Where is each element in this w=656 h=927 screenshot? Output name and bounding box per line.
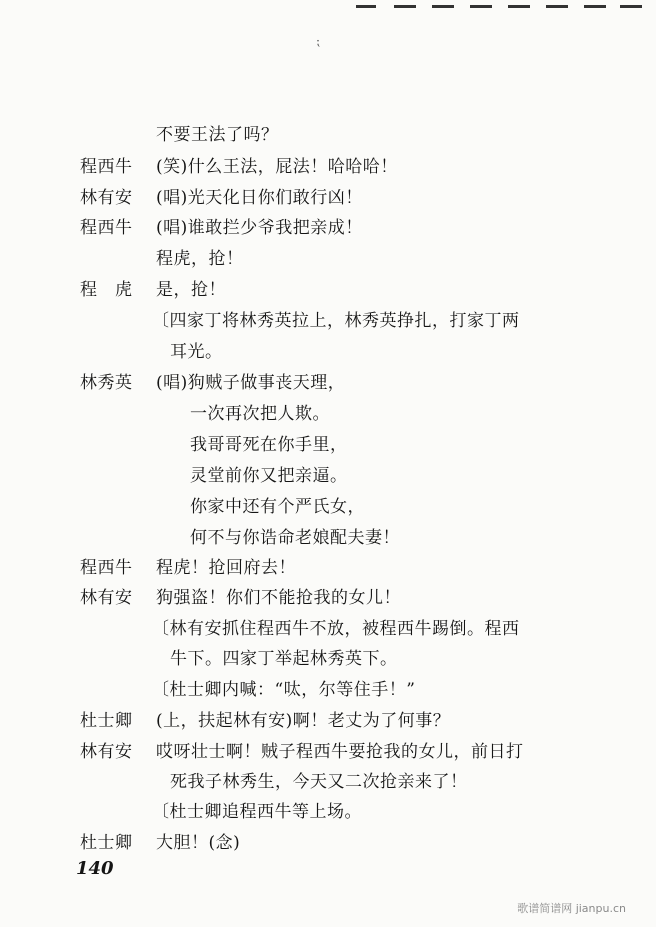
script-line: (唱)光天化日你们敢行凶！ xyxy=(156,188,363,208)
header-rule xyxy=(620,5,642,8)
speaker-name: 程西牛 xyxy=(80,218,133,238)
stage-direction: 耳光。 xyxy=(170,342,223,362)
stage-direction: 〔四家丁将林秀英拉上，林秀英挣扎，打家丁两 xyxy=(152,311,520,331)
stage-direction: 〔林有安抓住程西牛不放，被程西牛踢倒。程西 xyxy=(152,619,520,639)
header-rule xyxy=(356,5,376,8)
stage-direction: 牛下。四家丁举起林秀英下。 xyxy=(170,649,398,669)
header-rule xyxy=(508,5,530,8)
speaker-name: 林有安 xyxy=(80,588,133,608)
script-line: 不要王法了吗？ xyxy=(156,125,279,145)
speaker-name: 林有安 xyxy=(80,188,133,208)
verse-line: 灵堂前你又把亲逼。 xyxy=(190,466,348,486)
script-line: (上，扶起林有安)啊！老丈为了何事？ xyxy=(156,711,451,731)
page-number: 140 xyxy=(76,858,114,879)
speaker-name: 杜士卿 xyxy=(80,711,133,731)
script-line: (唱)狗贼子做事丧天理， xyxy=(156,373,346,393)
header-rule xyxy=(394,5,416,8)
speaker-name: 程西牛 xyxy=(80,558,133,578)
script-line: 程虎！抢回府去！ xyxy=(156,558,296,578)
stage-direction: 〔杜士卿追程西牛等上场。 xyxy=(152,802,362,822)
script-line: (笑)什么王法，屁法！哈哈哈！ xyxy=(156,157,398,177)
speaker-name: 杜士卿 xyxy=(80,833,133,853)
verse-line: 何不与你诰命老娘配夫妻！ xyxy=(190,528,400,548)
verse-line: 一次再次把人欺。 xyxy=(190,404,330,424)
script-line: 是，抢！ xyxy=(156,280,226,300)
script-line: 程虎，抢！ xyxy=(156,249,244,269)
ink-speck: ⁏ xyxy=(316,34,321,48)
script-line: 哎呀壮士啊！贼子程西牛要抢我的女儿，前日打 xyxy=(156,742,524,762)
watermark: 歌谱简谱网 jianpu.cn xyxy=(517,902,626,915)
speaker-name: 程 虎 xyxy=(80,280,133,300)
verse-line: 你家中还有个严氏女， xyxy=(190,497,365,517)
script-line: 狗强盗！你们不能抢我的女儿！ xyxy=(156,588,401,608)
script-line: (唱)谁敢拦少爷我把亲成！ xyxy=(156,218,363,238)
verse-line: 我哥哥死在你手里， xyxy=(190,435,348,455)
script-line: 死我子林秀生，今天又二次抢亲来了！ xyxy=(170,772,468,792)
speaker-name: 林有安 xyxy=(80,742,133,762)
speaker-name: 程西牛 xyxy=(80,157,133,177)
header-rule xyxy=(584,5,606,8)
header-rule xyxy=(546,5,568,8)
stage-direction: 〔杜士卿内喊：“呔，尔等住手！” xyxy=(152,680,416,700)
script-line: 大胆！(念) xyxy=(156,833,241,853)
header-rule xyxy=(432,5,454,8)
speaker-name: 林秀英 xyxy=(80,373,133,393)
header-rule xyxy=(470,5,492,8)
